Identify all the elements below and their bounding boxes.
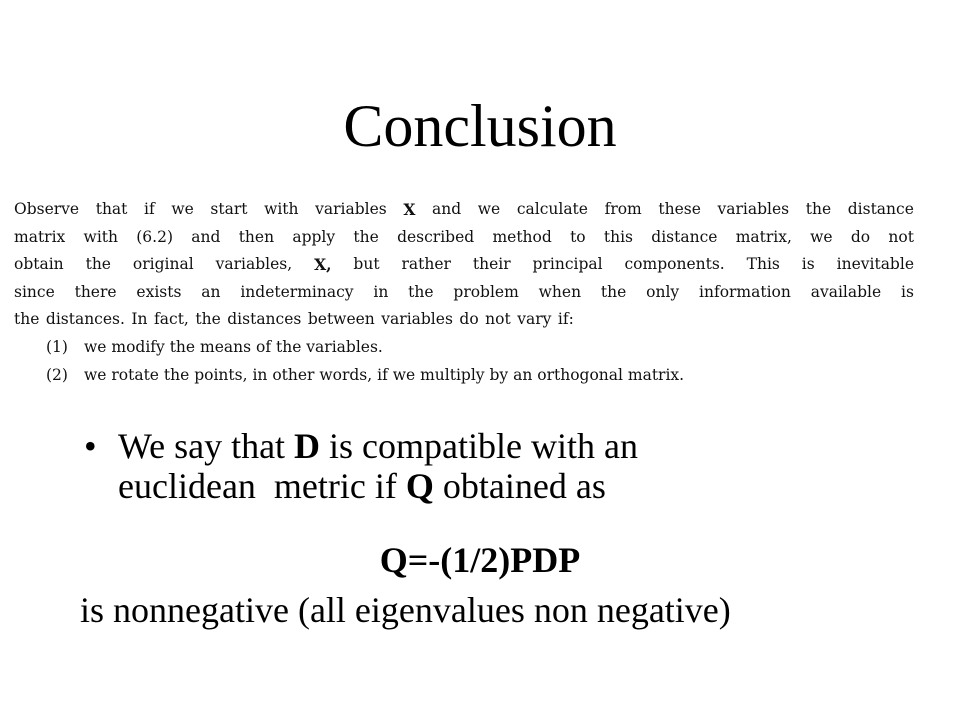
excerpt-line (14, 306, 914, 334)
excerpt-word: In (131, 310, 148, 329)
excerpt-word: distances (227, 310, 302, 329)
excerpt-word: but (353, 255, 380, 274)
excerpt-word: between (307, 310, 375, 329)
conclusion-text: is nonnegative (all eigenvalues non negative) (80, 590, 731, 630)
excerpt-word: not (485, 310, 511, 329)
bullet-text-part: is compatible with an (320, 426, 638, 466)
excerpt-word: information (699, 282, 791, 301)
excerpt-line (14, 279, 914, 307)
excerpt-word: we (810, 227, 833, 246)
excerpt-word: distances. (45, 310, 125, 329)
excerpt-word: not (888, 227, 914, 246)
list-item-text: we rotate the points, in other words, if we multiply by an orthogonal matrix. (84, 365, 685, 384)
excerpt-word: the (85, 255, 111, 274)
excerpt-word: problem (453, 282, 519, 301)
excerpt-line (14, 251, 914, 279)
excerpt-word: in (373, 282, 389, 301)
excerpt-word: with (83, 227, 118, 246)
excerpt-word: variables, (215, 255, 293, 274)
excerpt-word: is (801, 255, 815, 274)
excerpt-word: if (144, 200, 155, 218)
excerpt-word: Observe (14, 200, 80, 218)
excerpt-word: available (810, 282, 882, 301)
excerpt-word: when (538, 282, 582, 301)
list-item-number: (2) (46, 365, 68, 384)
excerpt-word: we (477, 200, 501, 218)
excerpt-word: distance (651, 227, 718, 246)
bullet-text-part: euclidean metric if (118, 466, 406, 506)
excerpt-word: exists (136, 282, 182, 301)
textbook-excerpt (14, 196, 914, 389)
excerpt-word: the (600, 282, 627, 301)
formula: Q=-(1/2)PDP (379, 540, 581, 580)
bullet-dot-icon: • (84, 426, 97, 466)
excerpt-word: do (459, 310, 479, 329)
excerpt-word: matrix, (735, 227, 792, 246)
excerpt-word: the (353, 227, 379, 246)
excerpt-word: this (603, 227, 634, 246)
excerpt-word: an (201, 282, 221, 301)
excerpt-word: do (850, 227, 871, 246)
excerpt-word: we (171, 200, 194, 218)
excerpt-word: the (408, 282, 434, 301)
excerpt-word: start (210, 200, 248, 218)
excerpt-word: indeterminacy (240, 282, 354, 301)
excerpt-word: calculate (516, 200, 588, 218)
excerpt-word: variables (717, 200, 790, 218)
excerpt-word: then (238, 227, 275, 246)
excerpt-word: and (431, 200, 462, 218)
excerpt-word: that (95, 200, 128, 218)
excerpt-word: vary (517, 310, 552, 329)
excerpt-word: with (264, 200, 299, 218)
excerpt-word: principal (532, 255, 603, 274)
excerpt-word: since (14, 282, 55, 301)
excerpt-word: their (472, 255, 511, 274)
excerpt-word: original (132, 255, 194, 274)
excerpt-word: to (570, 227, 586, 246)
list-item-number: (1) (46, 337, 68, 356)
excerpt-word: matrix (14, 227, 66, 246)
excerpt-word: inevitable (836, 255, 914, 274)
excerpt-word: these (658, 200, 701, 218)
excerpt-word: apply (292, 227, 336, 246)
excerpt-word: (6.2) (136, 227, 173, 246)
excerpt-word: and (191, 227, 221, 246)
excerpt-word: X (403, 200, 416, 219)
matrix-q-symbol: Q (405, 466, 434, 506)
slide-title: Conclusion (343, 93, 617, 159)
bullet-text-part: obtained as (433, 466, 606, 506)
excerpt-word: the (195, 310, 221, 329)
excerpt-word: components. (624, 255, 725, 274)
excerpt-word: method (492, 227, 552, 246)
excerpt-word: is (901, 282, 914, 301)
excerpt-list-item (14, 334, 914, 362)
bullet-text-part: We say that (118, 426, 295, 466)
excerpt-word: rather (401, 255, 451, 274)
bullet-point (84, 426, 924, 506)
excerpt-word: the (805, 200, 832, 218)
excerpt-word: only (646, 282, 680, 301)
excerpt-word: X, (314, 255, 332, 275)
excerpt-word: variables (381, 310, 453, 329)
excerpt-word: distance (847, 200, 914, 218)
list-item-text: we modify the means of the variables. (84, 337, 383, 356)
excerpt-word: fact, (154, 310, 189, 329)
excerpt-word: variables (315, 200, 387, 218)
bullet-text (118, 426, 924, 506)
excerpt-word: from (604, 200, 642, 218)
excerpt-word: if: (557, 310, 574, 329)
excerpt-list-item (14, 362, 914, 390)
excerpt-word: described (397, 227, 475, 246)
excerpt-line (14, 224, 914, 252)
excerpt-word: there (74, 282, 117, 301)
matrix-d-symbol: D (294, 426, 321, 466)
excerpt-line (14, 196, 914, 224)
excerpt-word: the (14, 310, 40, 329)
excerpt-word: obtain (14, 255, 64, 274)
excerpt-word: This (746, 255, 780, 274)
